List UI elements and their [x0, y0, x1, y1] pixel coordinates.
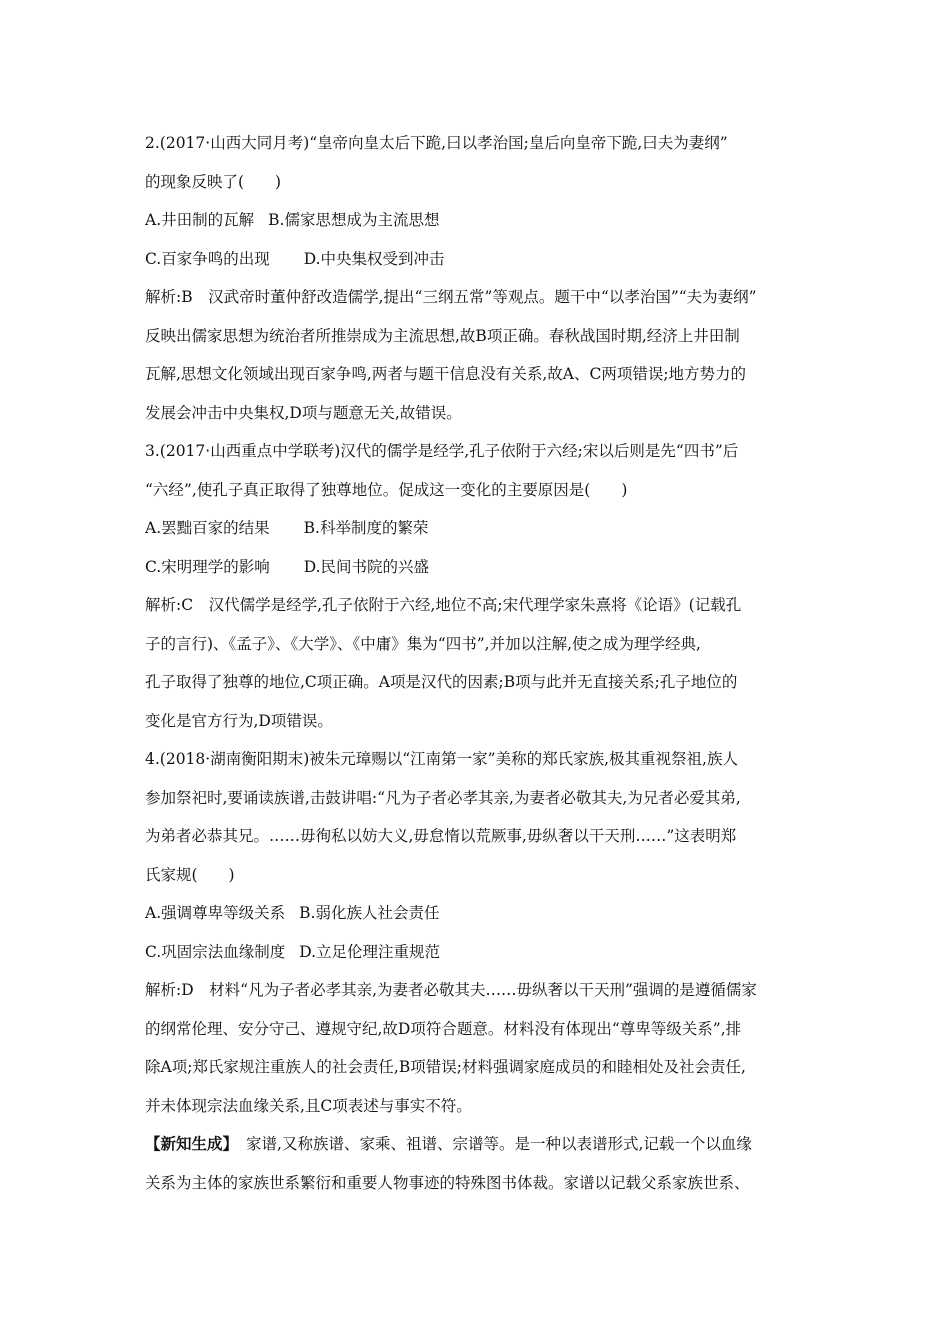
- new-knowledge-section: [145, 1125, 825, 1202]
- question-3-stem-line-2: “六经”,使孔子真正取得了独尊地位。促成这一变化的主要原因是( ): [145, 480, 628, 499]
- new-knowledge-line-1: [145, 1125, 825, 1164]
- question-2-option-a: A.井田制的瓦解: [145, 211, 255, 229]
- question-4-option-d: D.立足伦理注重规范: [299, 942, 441, 961]
- question-4-analysis-line-4: 并未体现宗法血缘关系,且C项表述与事实不符。: [145, 1096, 472, 1115]
- question-4-analysis-line-2: 的纲常伦理、安分守己、遵规守纪,故D项符合题意。材料没有体现出“尊卑等级关系”,排: [145, 1019, 742, 1038]
- question-4-option-b: B.弱化族人社会责任: [299, 904, 440, 922]
- question-2-stem-line-1: 2.(2017·山西大同月考)“皇帝向皇太后下跪,曰以孝治国;皇后向皇帝下跪,曰夫为妻纲”: [145, 134, 728, 152]
- new-knowledge-text-1: 家谱,又称族谱、家乘、祖谱、宗谱等。是一种以表谱形式,记载一个以血缘: [246, 1135, 752, 1153]
- question-3-options-row-1: [145, 509, 825, 548]
- question-3-analysis-line-4: 变化是官方行为,D项错误。: [145, 711, 333, 730]
- question-4-option-c: C.巩固宗法血缘制度: [145, 942, 286, 961]
- question-3-option-c: C.宋明理学的影响: [145, 557, 270, 576]
- question-2-option-c: C.百家争鸣的出现: [145, 249, 270, 268]
- new-knowledge-line-2: 关系为主体的家族世系繁衍和重要人物事迹的特殊图书体裁。家谱以记载父系家族世系、: [145, 1173, 750, 1192]
- question-4-option-a: A.强调尊卑等级关系: [145, 904, 286, 922]
- question-2-analysis-line-4: 发展会冲击中央集权,D项与题意无关,故错误。: [145, 403, 462, 422]
- question-3-analysis-line-1: 解析:C 汉代儒学是经学,孔子依附于六经,地位不高;宋代理学家朱熹将《论语》(记载孔: [145, 596, 742, 614]
- question-2-stem-line-2: 的现象反映了( ): [145, 172, 282, 191]
- question-3-option-b: B.科举制度的繁荣: [303, 519, 429, 537]
- question-4-stem-line-2: 参加祭祀时,要诵读族谱,击鼓讲唱:“凡为子者必孝其亲,为妻者必敬其夫,为兄者必爱其弟,: [145, 788, 741, 807]
- question-3-option-a: A.罢黜百家的结果: [145, 519, 270, 537]
- question-4-stem-line-3: 为弟者必恭其兄。……毋徇私以妨大义,毋怠惰以荒厥事,毋纵奢以干天刑……”这表明郑: [145, 827, 737, 845]
- question-3-stem-line-1: 3.(2017·山西重点中学联考)汉代的儒学是经学,孔子依附于六经;宋以后则是先“四书”后: [145, 442, 739, 460]
- question-3-option-d: D.民间书院的兴盛: [303, 557, 430, 576]
- question-4-stem-line-1: 4.(2018·湖南衡阳期末)被朱元璋赐以“江南第一家”美称的郑氏家族,极其重视祭祖,族人: [145, 750, 738, 768]
- question-3: [145, 432, 825, 740]
- question-2-analysis-line-3: 瓦解,思想文化领域出现百家争鸣,两者与题干信息没有关系,故A、C两项错误;地方势力的: [145, 365, 747, 383]
- question-4-analysis-line-3: 除A项;郑氏家规注重族人的社会责任,B项错误;材料强调家庭成员的和睦相处及社会责任,: [145, 1058, 746, 1076]
- question-2-analysis-line-1: 解析:B 汉武帝时董仲舒改造儒学,提出“三纲五常”等观点。题干中“以孝治国”“夫为妻纲”: [145, 288, 757, 306]
- question-2-option-d: D.中央集权受到冲击: [303, 249, 445, 268]
- question-4-options-row-1: [145, 894, 825, 933]
- question-2: [145, 124, 825, 432]
- question-2-options-row-1: [145, 201, 825, 240]
- question-3-options-row-2: [145, 548, 825, 587]
- question-2-options-row-2: [145, 240, 825, 279]
- question-3-analysis-line-2: 子的言行)、《孟子》、《大学》、《中庸》集为“四书”,并加以注解,使之成为理学经典,: [145, 634, 701, 653]
- question-3-analysis-line-3: 孔子取得了独尊的地位,C项正确。A项是汉代的因素;B项与此并无直接关系;孔子地位的: [145, 673, 738, 691]
- new-knowledge-label: 【新知生成】: [145, 1134, 239, 1153]
- document-content: [145, 124, 825, 1202]
- question-2-option-b: B.儒家思想成为主流思想: [268, 211, 440, 229]
- question-4-stem-line-4: 氏家规( ): [145, 865, 235, 884]
- question-4-analysis-line-1: 解析:D 材料“凡为子者必孝其亲,为妻者必敬其夫……毋纵奢以干天刑”强调的是遵循儒家: [145, 981, 757, 999]
- question-2-analysis-line-2: 反映出儒家思想为统治者所推崇成为主流思想,故B项正确。春秋战国时期,经济上井田制: [145, 326, 740, 345]
- question-4: [145, 740, 825, 1125]
- question-4-options-row-2: [145, 933, 825, 972]
